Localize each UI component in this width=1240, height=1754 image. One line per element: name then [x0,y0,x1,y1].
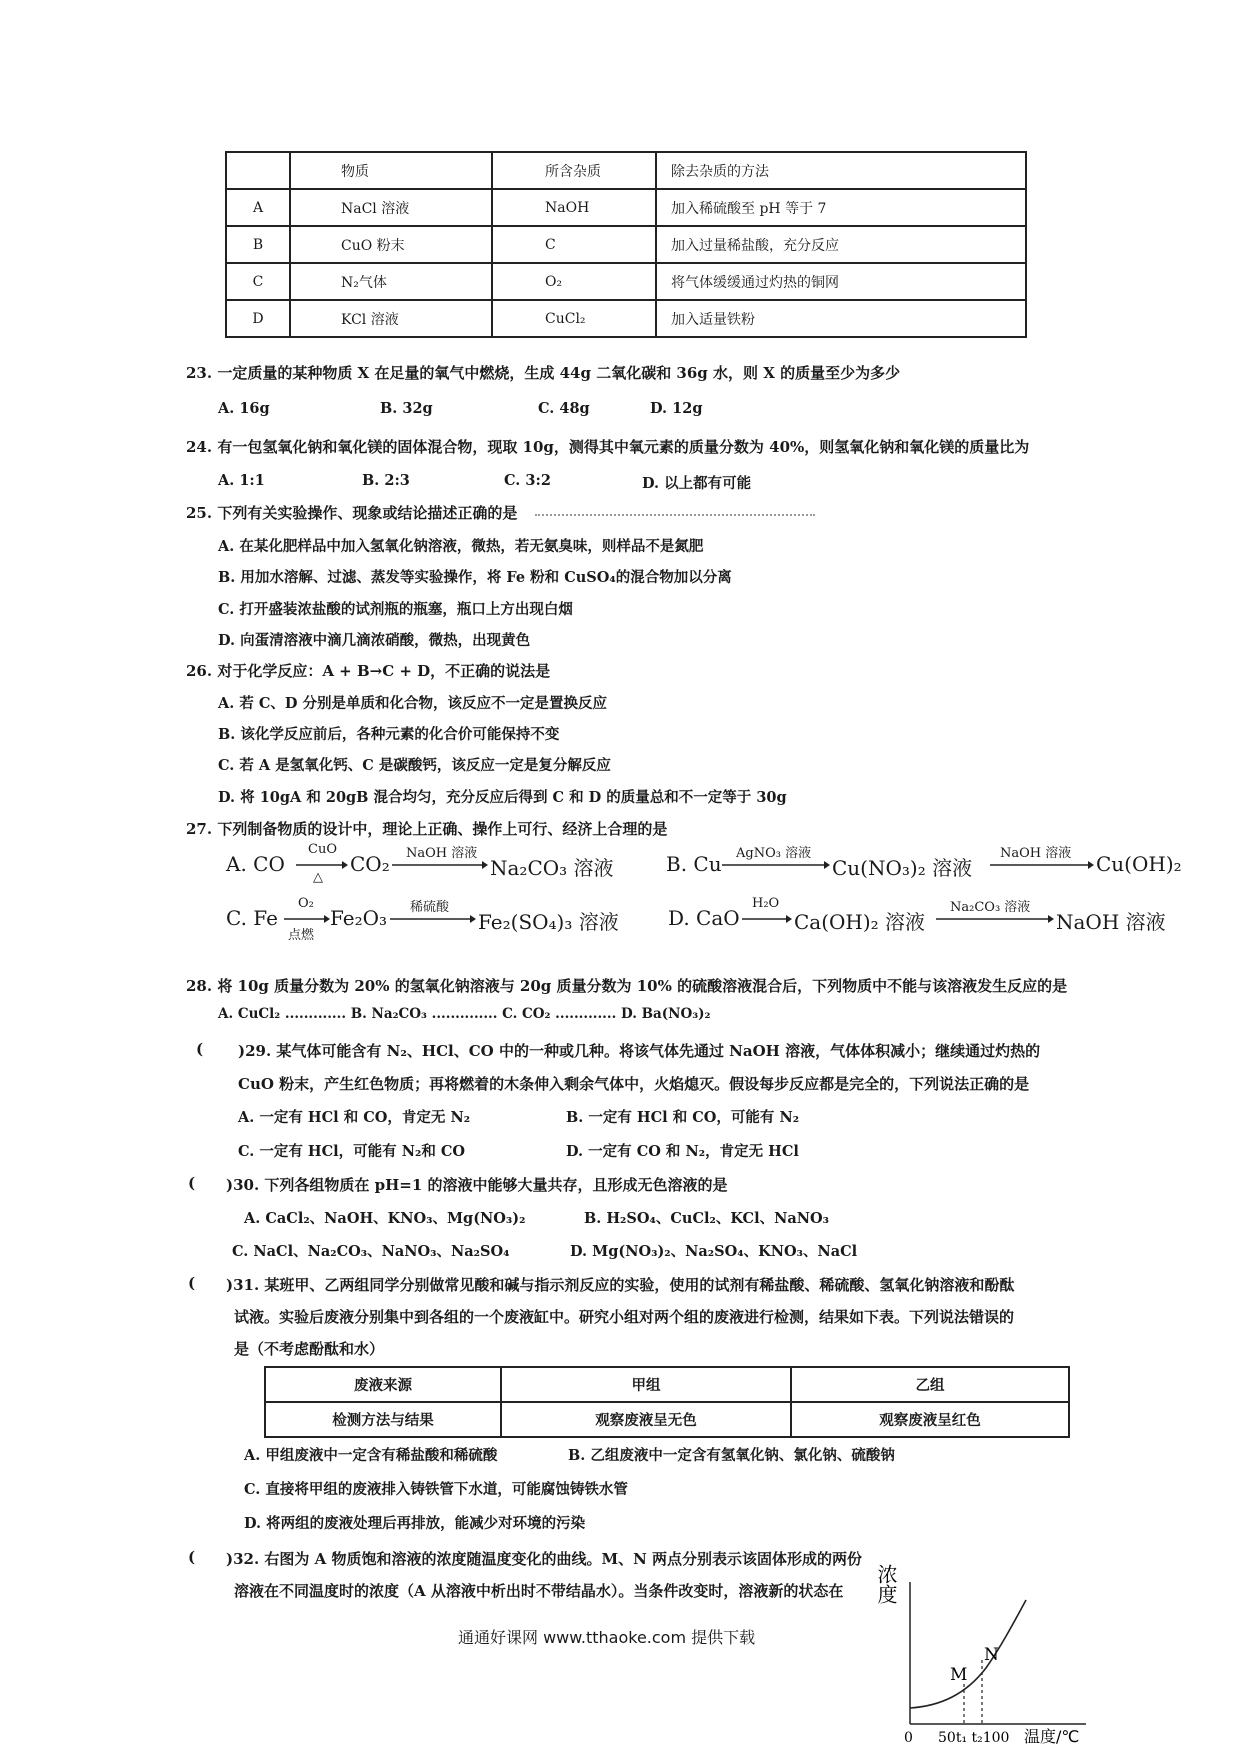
question-31-option-a: A. 甲组废液中一定含有稀盐酸和稀硫酸 [244,1447,498,1464]
question-29-option-d: D. 一定有 CO 和 N₂，肯定无 HCl [566,1143,799,1160]
question-26-option-d: D. 将 10gA 和 20gB 混合均匀，充分反应后得到 C 和 D 的质量总和不一定等于 30g [218,789,787,806]
graph-x-label: 温度/℃ [1024,1727,1080,1746]
question-29-option-a: A. 一定有 HCl 和 CO，肯定无 N₂ [238,1109,471,1126]
question-31-line2: 试液。实验后废液分别集中到各组的一个废液缸中。研究小组对两个组的废液进行检测，结果如下表。下列说法错误的 [234,1308,1015,1326]
arrow-icon [296,860,348,870]
q27-c-mid: Fe₂O₃ [330,906,388,930]
q27-d-mid: Ca(OH)₂ 溶液 [794,910,926,934]
question-24-stem: 24. 有一包氢氧化钠和氧化镁的固体混合物，现取 10g，测得其中氧元素的质量分数为 40%，则氢氧化钠和氧化镁的质量比为 [186,438,1030,456]
q27-a-arrow1-bottom: △ [313,870,323,885]
table-row [226,300,1026,337]
question-26-option-a: A. 若 C、D 分别是单质和化合物，该反应不一定是置换反应 [218,695,608,712]
table-cell: 废液来源 [265,1367,501,1402]
q27-option-c-start: C. Fe [226,906,278,930]
table-cell: B [226,226,290,263]
table-row [265,1367,1069,1402]
question-24-option-a: A. 1:1 [218,472,265,489]
table-cell: 甲组 [501,1367,791,1402]
table-cell: 物质 [290,152,492,189]
question-31-option-c: C. 直接将甲组的废液排入铸铁管下水道，可能腐蚀铸铁水管 [244,1481,628,1498]
q27-d-arrow1-top: H₂O [752,896,780,911]
question-32-paren: ( [188,1548,196,1566]
table-cell: 检测方法与结果 [265,1402,501,1437]
dotted-leader [535,500,815,516]
table-cell: A [226,189,290,226]
question-30-option-c: C. NaCl、Na₂CO₃、NaNO₃、Na₂SO₄ [232,1243,510,1260]
question-30-paren: ( [188,1174,196,1192]
question-24-option-d: D. 以上都有可能 [642,475,752,492]
table-cell: 乙组 [791,1367,1069,1402]
q27-c-arrow1-top: O₂ [298,896,314,911]
q27-a-arrow1-top: CuO [308,842,337,857]
table-cell: CuO 粉末 [290,226,492,263]
graph-x-ticks: 50t₁ t₂100 [938,1730,1010,1746]
arrow-icon [392,860,488,870]
question-24-option-c: C. 3:2 [504,472,551,489]
question-30-option-a: A. CaCl₂、NaOH、KNO₃、Mg(NO₃)₂ [244,1210,526,1227]
table-cell: N₂气体 [290,263,492,300]
table-cell: 加入稀硫酸至 pH 等于 7 [656,189,1026,226]
table-cell [226,152,290,189]
question-23-option-c: C. 48g [538,400,590,417]
point-n-label: N [984,1645,999,1665]
q27-c-end: Fe₂(SO₄)₃ 溶液 [478,910,619,934]
arrow-icon [722,860,830,870]
question-31-paren: ( [188,1274,196,1292]
table-cell: NaCl 溶液 [290,189,492,226]
question-31-line1: )31. 某班甲、乙两组同学分别做常见酸和碱与指示剂反应的实验，使用的试剂有稀盐酸、稀硫酸、氢氧化钠溶液和酚酞 [226,1276,1015,1294]
question-30-option-d: D. Mg(NO₃)₂、Na₂SO₄、KNO₃、NaCl [570,1243,858,1260]
question-28-options: A. CuCl₂ ............. B. Na₂CO₃ .............. C. CO₂ ............. D. Ba(NO₃)₂ [218,1006,711,1022]
table-cell: 加入适量铁粉 [656,300,1026,337]
table-cell: 观察废液呈无色 [501,1402,791,1437]
q27-b-end: Cu(OH)₂ [1096,852,1182,876]
question-31-line3: 是（不考虑酚酞和水） [234,1340,385,1358]
question-23-option-b: B. 32g [380,400,433,417]
arrow-icon [990,860,1094,870]
table-cell: 将气体缓缓通过灼热的铜网 [656,263,1026,300]
question-26-stem: 26. 对于化学反应：A + B→C + D，不正确的说法是 [186,662,551,680]
question-26-option-b: B. 该化学反应前后，各种元素的化合价可能保持不变 [218,726,560,743]
question-29-option-c: C. 一定有 HCl，可能有 N₂和 CO [238,1143,466,1160]
question-27-stem: 27. 下列制备物质的设计中，理论上正确、操作上可行、经济上合理的是 [186,820,668,838]
table-cell: 加入过量稀盐酸，充分反应 [656,226,1026,263]
table-cell: 观察废液呈红色 [791,1402,1069,1437]
q27-d-arrow2-top: Na₂CO₃ 溶液 [950,900,1031,915]
table-row [226,226,1026,263]
q27-a-end: Na₂CO₃ 溶液 [490,856,614,880]
q27-d-end: NaOH 溶液 [1056,910,1166,934]
table-cell: C [492,226,656,263]
table-cell: D [226,300,290,337]
table-row [226,189,1026,226]
q27-b-mid: Cu(NO₃)₂ 溶液 [832,856,973,880]
arrow-icon [284,914,330,924]
arrow-icon [742,914,792,924]
question-29-line2: CuO 粉末，产生红色物质；再将燃着的木条伸入剩余气体中，火焰熄灭。假设每步反应都是完全的，下列说法正确的是 [238,1075,1030,1093]
question-28-stem: 28. 将 10g 质量分数为 20% 的氢氧化钠溶液与 20g 质量分数为 10% 的硫酸溶液混合后，下列物质中不能与该溶液发生反应的是 [186,977,1068,995]
table-cell: 所含杂质 [492,152,656,189]
q27-c-arrow1-bottom: 点燃 [288,928,315,943]
table-cell: CuCl₂ [492,300,656,337]
arrow-icon [936,914,1054,924]
question-26-option-c: C. 若 A 是氢氧化钙、C 是碳酸钙，该反应一定是复分解反应 [218,757,611,774]
graph-origin-label: 0 [904,1730,913,1746]
question-25-option-c: C. 打开盛装浓盐酸的试剂瓶的瓶塞，瓶口上方出现白烟 [218,601,573,618]
table-cell: 除去杂质的方法 [656,152,1026,189]
question-29-line1: )29. 某气体可能含有 N₂、HCl、CO 中的一种或几种。将该气体先通过 NaOH 溶液，气体体积减小；继续通过灼热的 [238,1042,1041,1060]
q27-b-arrow2-top: NaOH 溶液 [1000,846,1072,861]
table-row [265,1402,1069,1437]
point-m-label: M [950,1665,968,1685]
question-25-stem: 25. 下列有关实验操作、现象或结论描述正确的是 [186,504,518,522]
table-cell: NaOH [492,189,656,226]
footer-credit: 通通好课网 www.tthaoke.com 提供下载 [458,1628,756,1647]
question-32-line2: 溶液在不同温度时的浓度（A 从溶液中析出时不带结晶水）。当条件改变时，溶液新的状态在 [234,1582,844,1600]
question-24-option-b: B. 2:3 [362,472,410,489]
q27-c-arrow2-top: 稀硫酸 [410,900,450,915]
question-29-option-b: B. 一定有 HCl 和 CO，可能有 N₂ [566,1109,800,1126]
table-row [226,263,1026,300]
q27-option-a-start: A. CO [226,852,285,876]
graph-y-label: 浓度 [874,1564,898,1604]
waste-liquid-table [264,1366,1070,1438]
question-29-paren: ( [196,1040,204,1058]
question-30-option-b: B. H₂SO₄、CuCl₂、KCl、NaNO₃ [584,1210,829,1227]
table-header-row [226,152,1026,189]
solubility-curve [910,1600,1026,1708]
question-25-option-d: D. 向蛋清溶液中滴几滴浓硝酸，微热，出现黄色 [218,632,531,649]
impurity-table [225,151,1027,338]
table-cell: C [226,263,290,300]
question-23-stem: 23. 一定质量的某种物质 X 在足量的氧气中燃烧，生成 44g 二氧化碳和 36g 水，则 X 的质量至少为多少 [186,364,901,382]
table-cell: O₂ [492,263,656,300]
q27-a-arrow2-top: NaOH 溶液 [406,846,478,861]
question-30-stem: )30. 下列各组物质在 pH=1 的溶液中能够大量共存，且形成无色溶液的是 [226,1176,728,1194]
arrow-icon [390,914,476,924]
question-23-option-d: D. 12g [650,400,703,417]
question-32-line1: )32. 右图为 A 物质饱和溶液的浓度随温度变化的曲线。M、N 两点分别表示该固体形成的两份 [226,1550,863,1568]
q27-a-mid: CO₂ [350,852,390,876]
q27-option-d-start: D. CaO [668,906,740,930]
question-31-option-b: B. 乙组废液中一定含有氢氧化钠、氯化钠、硫酸钠 [568,1447,895,1464]
q27-option-b-start: B. Cu [666,852,722,876]
table-cell: KCl 溶液 [290,300,492,337]
question-25-option-a: A. 在某化肥样品中加入氢氧化钠溶液，微热，若无氨臭味，则样品不是氮肥 [218,538,704,555]
concentration-temperature-graph [874,1536,1106,1746]
question-31-option-d: D. 将两组的废液处理后再排放，能减少对环境的污染 [244,1515,586,1532]
q27-b-arrow1-top: AgNO₃ 溶液 [736,846,812,861]
question-25-option-b: B. 用加水溶解、过滤、蒸发等实验操作，将 Fe 粉和 CuSO₄的混合物加以分离 [218,569,732,586]
question-23-option-a: A. 16g [218,400,270,417]
